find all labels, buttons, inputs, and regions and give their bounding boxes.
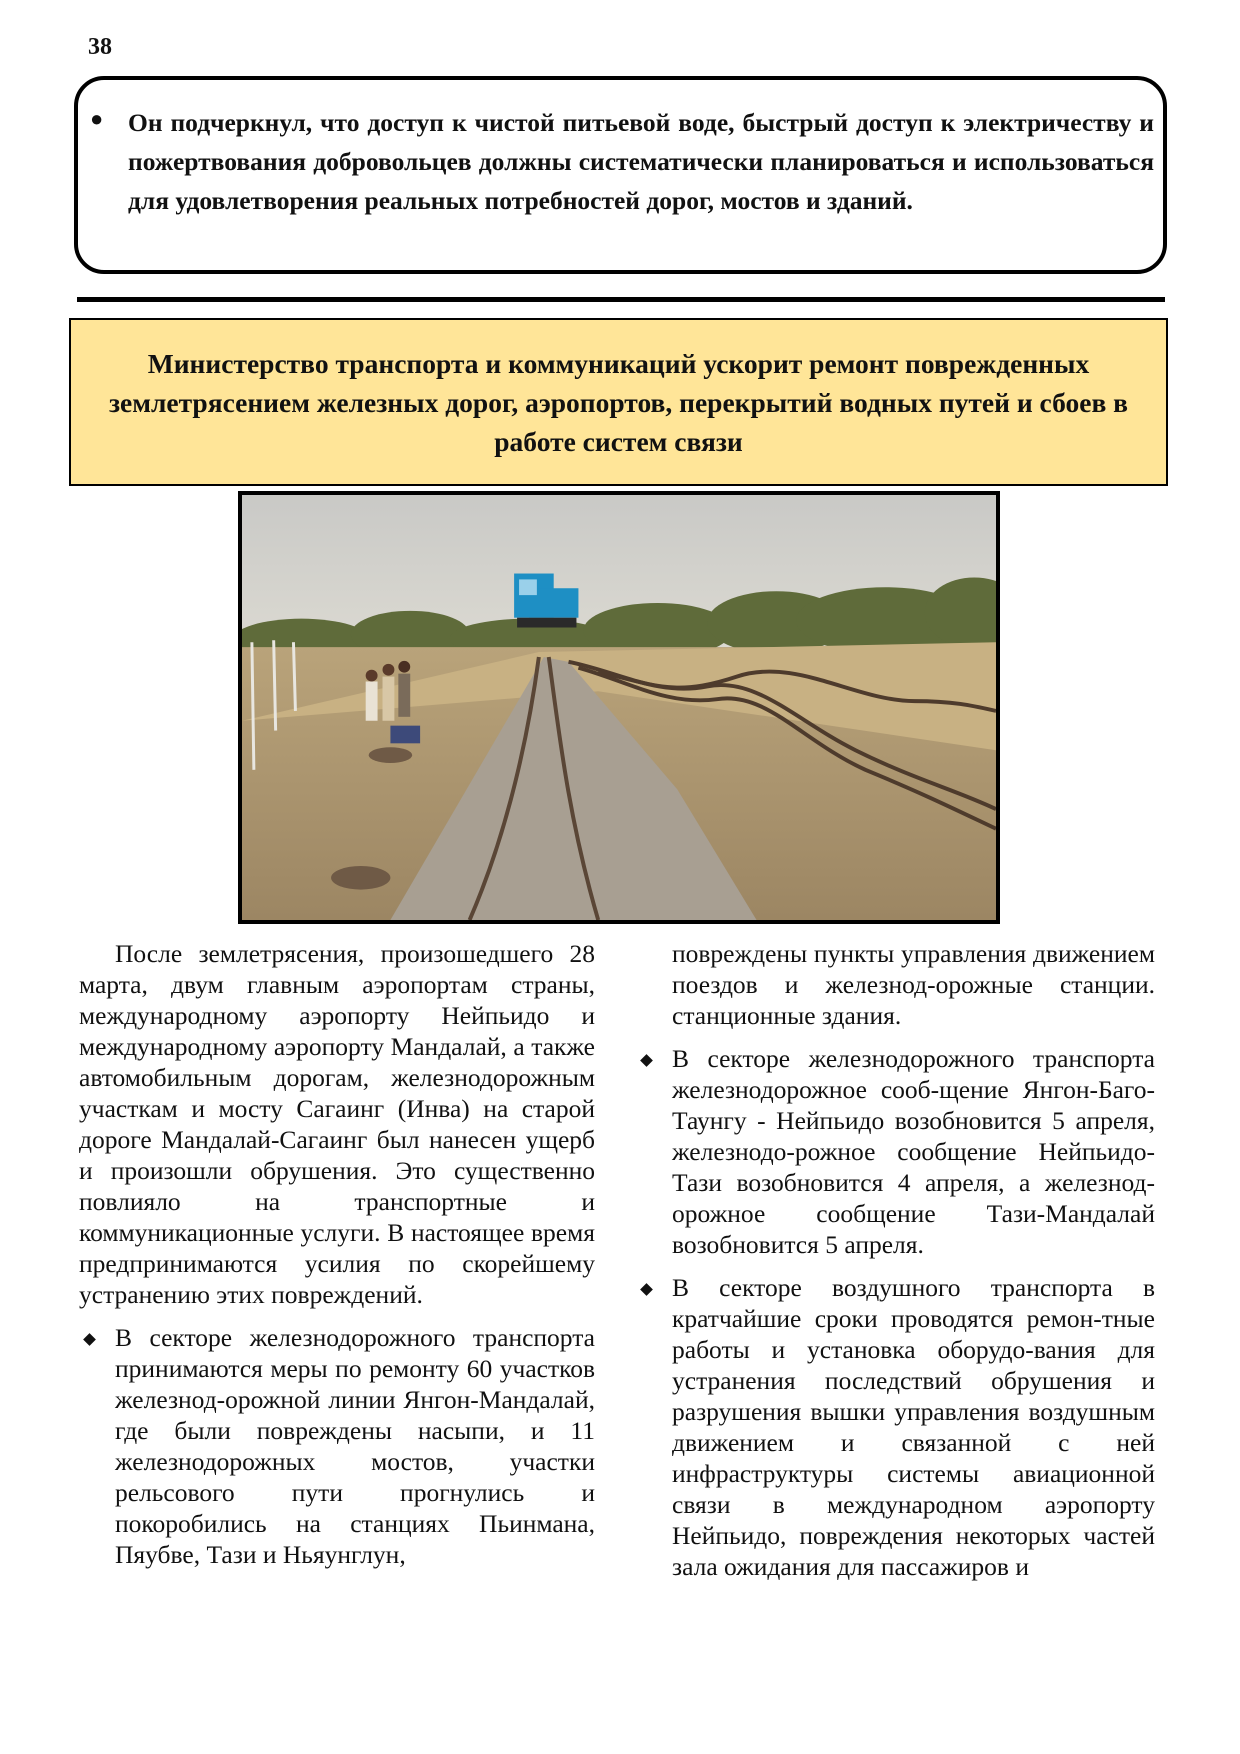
left-column xyxy=(79,938,595,1570)
photo-illustration xyxy=(242,495,996,920)
section-divider xyxy=(77,297,1165,302)
callout-text: Он подчеркнул, что доступ к чистой питьевой воде, быстрый доступ к электричеству и пожертвования добровольцев должны систематически планироваться и использоваться для удовлетворения реальных потребностей дорог, мостов и зданий. xyxy=(128,108,1154,215)
bullet-air-transport: В секторе воздушного транспорта в кратчайшие сроки проводятся ремон-тные работы и установка оборудо-вания для устранения последствий обрушения и разрушения вышки управления воздушным движением и связанной с ней инфраструктуры системы авиационной связи в международном аэропорту Нейпьидо, повреждения некоторых частей зала ожидания для пассажиров и xyxy=(636,1272,1155,1582)
right-column xyxy=(672,938,1155,1582)
bullet-dot-icon: ● xyxy=(90,106,104,131)
bullet-railway-schedule: В секторе железнодорожного транспорта железнодорожное сооб-щение Янгон-Баго-Таунгу - Нейпьидо возобновится 5 апреля, железнодо-рожное сообщение Нейпьидо-Тази возобновится 4 апреля, а железнод-орожное сообщение Тази-Мандалай возобновится 5 апреля. xyxy=(636,1043,1155,1260)
continuation-paragraph: повреждены пункты управления движением поездов и железнод-орожные станции. станционные здания. xyxy=(672,939,1155,1030)
intro-paragraph: После землетрясения, произошедшего 28 марта, двум главным аэропортам страны, международному аэропорту Нейпьидо и международному аэропорту Мандалай, а также автомобильным дорогам, железнодорожным участкам и мосту Сагаинг (Инва) на старой дороге Мандалай-Сагаинг был нанесен ущерб и произошли обрушения. Это существенно повлияло на транспортные и коммуникационные услуги. В настоящее время предпринимаются усилия по скорейшему устранению этих повреждений. xyxy=(79,939,595,1309)
headline: Министерство транспорта и коммуникаций ускорит ремонт поврежденных землетрясением железных дорог, аэропортов, перекрытий водных путей и сбоев в работе систем связи xyxy=(108,347,1129,457)
railway-repair-photo xyxy=(238,491,1000,924)
bullet-railway-repairs: В секторе железнодорожного транспорта принимаются меры по ремонту 60 участков железнод-орожной линии Янгон-Мандалай, где были повреждены насыпи, и 11 железнодорожных мостов, участки рельсового пути прогнулись и покоробились на станциях Пьинмана, Пяубве, Тази и Ньяунглун, xyxy=(79,1322,595,1570)
headline-box xyxy=(69,318,1168,486)
page-number: 38 xyxy=(88,34,112,60)
